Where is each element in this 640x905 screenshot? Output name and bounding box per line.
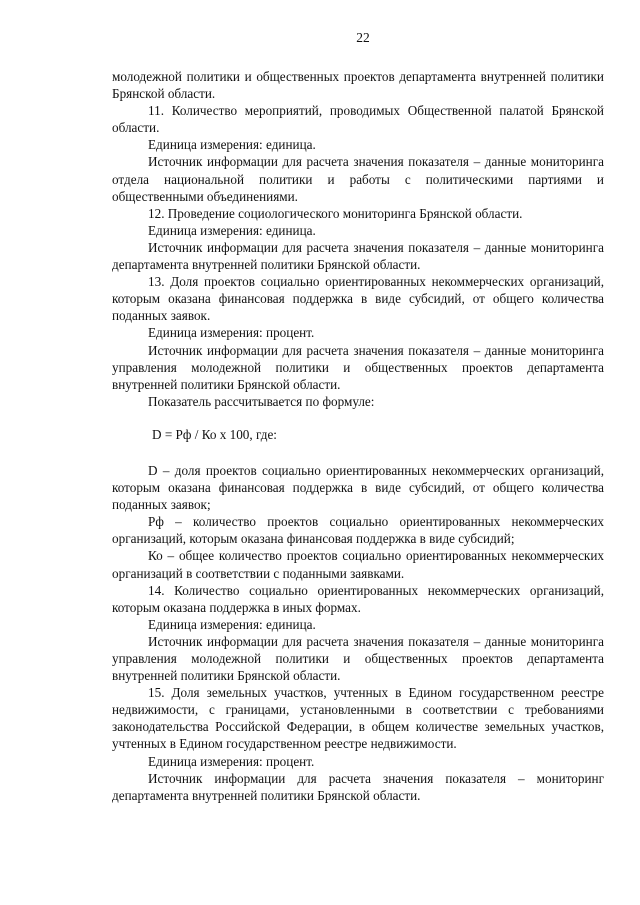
paragraph: Показатель рассчитывается по формуле: bbox=[148, 393, 375, 409]
document-body bbox=[112, 68, 604, 804]
paragraph: Источник информации для расчета значения показателя – данные мониторинга управления молодежной политики и общественных проектов департамента внутренней политики Брянской области. bbox=[112, 633, 604, 684]
paragraph: Рф – количество проектов социально ориентированных некоммерческих организаций, которым оказана финансовая поддержка в виде субсидий; bbox=[112, 514, 604, 547]
paragraph: 11. Количество мероприятий, проводимых Общественной палатой Брянской области. bbox=[112, 103, 604, 136]
paragraph: Ко – общее количество проектов социально ориентированных некоммерческих организаций в соответствии с поданными заявками. bbox=[112, 548, 604, 581]
paragraph: Источник информации для расчета значения показателя – мониторинг департамента внутренней политики Брянской области. bbox=[112, 770, 604, 803]
paragraph: 12. Проведение социологического мониторинга Брянской области. bbox=[148, 205, 523, 221]
paragraphs-before-formula bbox=[112, 68, 604, 410]
paragraph: Единица измерения: процент. bbox=[148, 325, 315, 341]
paragraph: Единица измерения: процент. bbox=[148, 753, 315, 769]
paragraph: Единица измерения: единица. bbox=[148, 616, 316, 632]
paragraph: Единица измерения: единица. bbox=[148, 222, 316, 238]
paragraph: Источник информации для расчета значения показателя – данные мониторинга отдела национальной политики и работы с политическими партиями и общественными объединениями. bbox=[112, 154, 604, 204]
page-number: 22 bbox=[356, 30, 370, 45]
paragraph: Единица измерения: единица. bbox=[148, 137, 316, 153]
paragraph: 13. Доля проектов социально ориентированных некоммерческих организаций, которым оказана финансовая поддержка в виде субсидий, от общего количества поданных заявок. bbox=[112, 274, 604, 324]
paragraph: молодежной политики и общественных проектов департамента внутренней политики Брянской области. bbox=[112, 69, 604, 102]
paragraph: D – доля проектов социально ориентированных некоммерческих организаций, которым оказана финансовая поддержка в виде субсидий, от общего количества поданных заявок; bbox=[112, 462, 604, 513]
paragraphs-after-formula bbox=[112, 462, 604, 804]
paragraph: 15. Доля земельных участков, учтенных в Едином государственном реестре недвижимости, с границами, установленными в соответствии с требованиями законодательства Российской Федерации, в общем количестве земельных участков, учтенных в Едином государственном реестре недвижимости. bbox=[112, 685, 604, 752]
paragraph: Источник информации для расчета значения показателя – данные мониторинга управления молодежной политики и общественных проектов департамента внутренней политики Брянской области. bbox=[112, 342, 604, 392]
paragraph: 14. Количество социально ориентированных некоммерческих организаций, которым оказана поддержка в иных формах. bbox=[112, 582, 604, 615]
document-page bbox=[112, 30, 604, 804]
paragraph: Источник информации для расчета значения показателя – данные мониторинга департамента внутренней политики Брянской области. bbox=[112, 239, 604, 273]
formula: D = Рф / Ко х 100, где: bbox=[152, 426, 277, 442]
